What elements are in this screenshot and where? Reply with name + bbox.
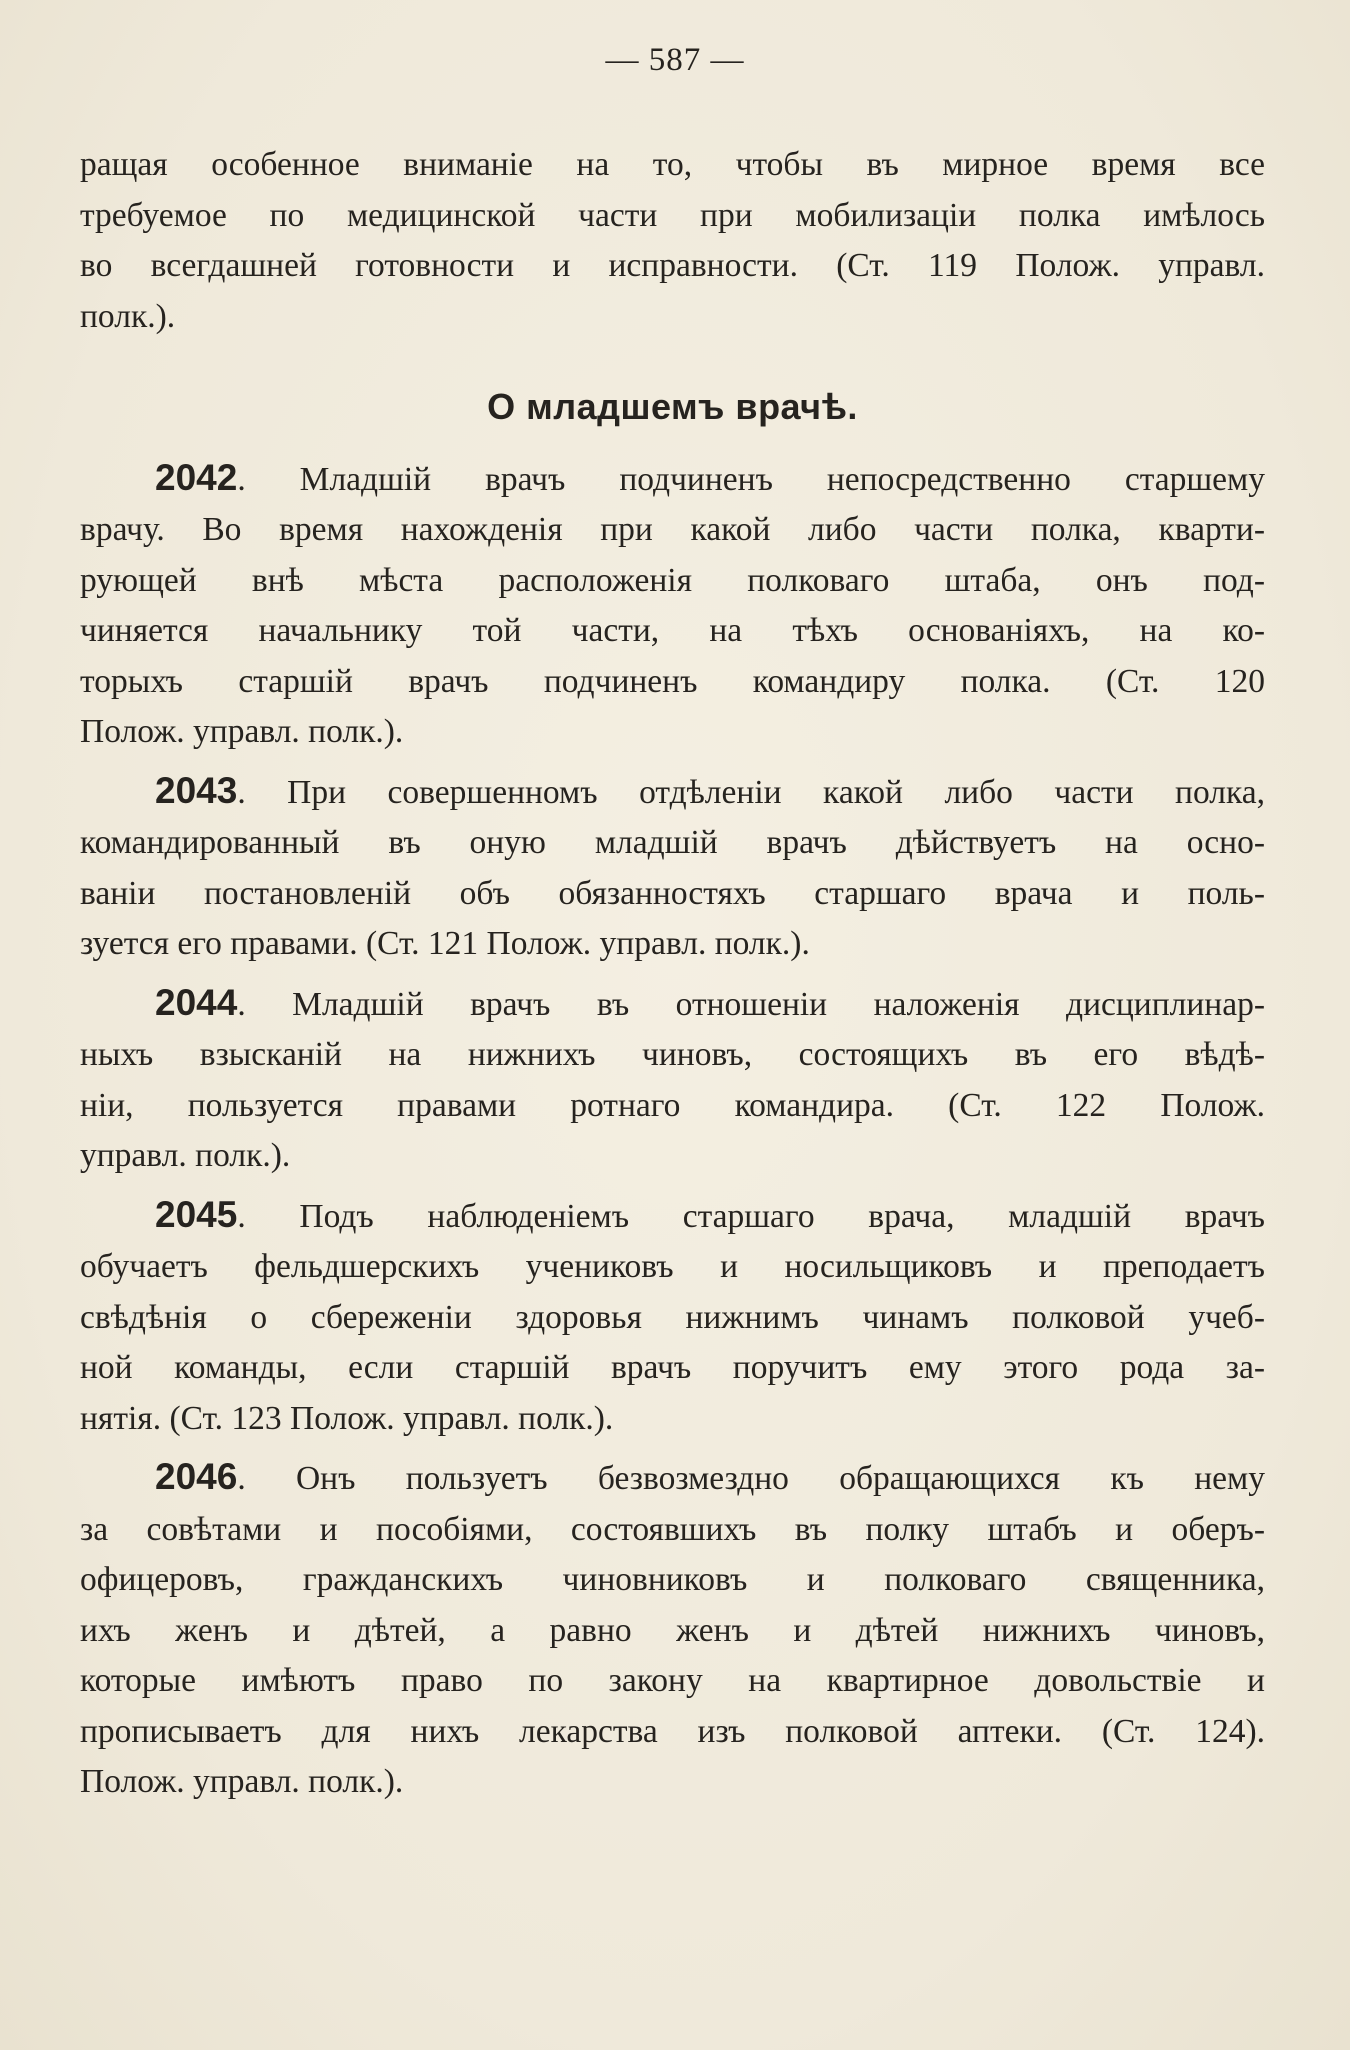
text-line: Полож. управл. полк.). [80, 713, 404, 750]
article-text: . Младшій врачъ подчиненъ непосредственно старшему [237, 460, 1265, 498]
article-2045 [80, 1190, 1265, 1445]
text-line: нятія. (Ст. 123 Полож. управл. полк.). [80, 1399, 614, 1437]
article-2044 [80, 978, 1265, 1182]
text-line: во всегдашней готовности и исправности. (Ст. 119 Полож. управл. [80, 247, 1265, 284]
article-text: . Младшій врачъ въ отношеніи наложенія дисциплинар- [237, 985, 1265, 1023]
article-number: 2044 [155, 981, 238, 1023]
article-number: 2043 [155, 769, 238, 811]
article-2046 [80, 1452, 1265, 1808]
text-line: торыхъ старшій врачъ подчиненъ командиру полка. (Ст. 120 [80, 662, 1265, 700]
text-line: ращая особенное вниманіе на то, чтобы въ мирное время все [80, 146, 1265, 183]
page-body [80, 140, 1265, 1816]
text-line: чиняется начальнику той части, на тѣхъ основаніяхъ, на ко- [80, 612, 1265, 649]
article-number: 2045 [155, 1193, 238, 1235]
article-2042 [80, 453, 1265, 758]
page-number: — 587 — [605, 42, 745, 78]
text-line: зуется его правами. (Ст. 121 Полож. управл. полк.). [80, 925, 810, 962]
text-line: требуемое по медицинской части при мобилизаціи полка имѣлось [80, 196, 1265, 234]
text-line: которые имѣютъ право по закону на квартирное довольствіе и [80, 1662, 1265, 1699]
article-first-line [80, 766, 1265, 819]
article-text: . Онъ пользуетъ безвозмездно обращающихся къ нему [237, 1460, 1265, 1497]
text-line: ной команды, если старшій врачъ поручитъ ему этого рода за- [80, 1349, 1265, 1386]
article-first-line [80, 1452, 1265, 1505]
article-number: 2042 [155, 456, 238, 498]
text-line: врачу. Во время нахожденія при какой либо части полка, кварти- [80, 511, 1265, 548]
text-line: свѣдѣнія о сбереженіи здоровья нижнимъ чинамъ полковой учеб- [80, 1298, 1265, 1336]
text-line: прописываетъ для нихъ лекарства изъ полковой аптеки. (Ст. 124). [80, 1712, 1265, 1750]
text-line: офицеровъ, гражданскихъ чиновниковъ и полковаго священника, [80, 1561, 1265, 1598]
text-line: ваніи постановленій объ обязанностяхъ старшаго врача и поль- [80, 874, 1265, 912]
text-line: ихъ женъ и дѣтей, а равно женъ и дѣтей нижнихъ чиновъ, [80, 1611, 1265, 1649]
text-line: полк.). [80, 297, 176, 335]
text-line: рующей внѣ мѣста расположенія полковаго штаба, онъ под- [80, 561, 1265, 599]
section-heading: О младшемъ врачѣ. [487, 386, 858, 427]
article-first-line [80, 453, 1265, 506]
article-text: . Подъ наблюденіемъ старшаго врача, младшій врачъ [237, 1197, 1265, 1235]
text-line: управл. полк.). [80, 1137, 291, 1174]
article-number: 2046 [155, 1456, 238, 1497]
text-line: ныхъ взысканій на нижнихъ чиновъ, состоящихъ въ его вѣдѣ- [80, 1036, 1265, 1073]
text-line: обучаетъ фельдшерскихъ учениковъ и носильщиковъ и преподаетъ [80, 1248, 1265, 1285]
text-line: Полож. управл. полк.). [80, 1763, 404, 1800]
article-2043 [80, 766, 1265, 970]
intro-paragraph [80, 140, 1265, 342]
article-first-line [80, 978, 1265, 1031]
text-line: ніи, пользуется правами ротнаго командира. (Ст. 122 Полож. [80, 1086, 1265, 1124]
text-line: за совѣтами и пособіями, состоявшихъ въ полку штабъ и оберъ- [80, 1510, 1265, 1548]
article-text: . При совершенномъ отдѣленіи какой либо части полка, [237, 773, 1265, 811]
text-line: командированный въ оную младшій врачъ дѣйствуетъ на осно- [80, 824, 1265, 861]
article-first-line [80, 1190, 1265, 1243]
